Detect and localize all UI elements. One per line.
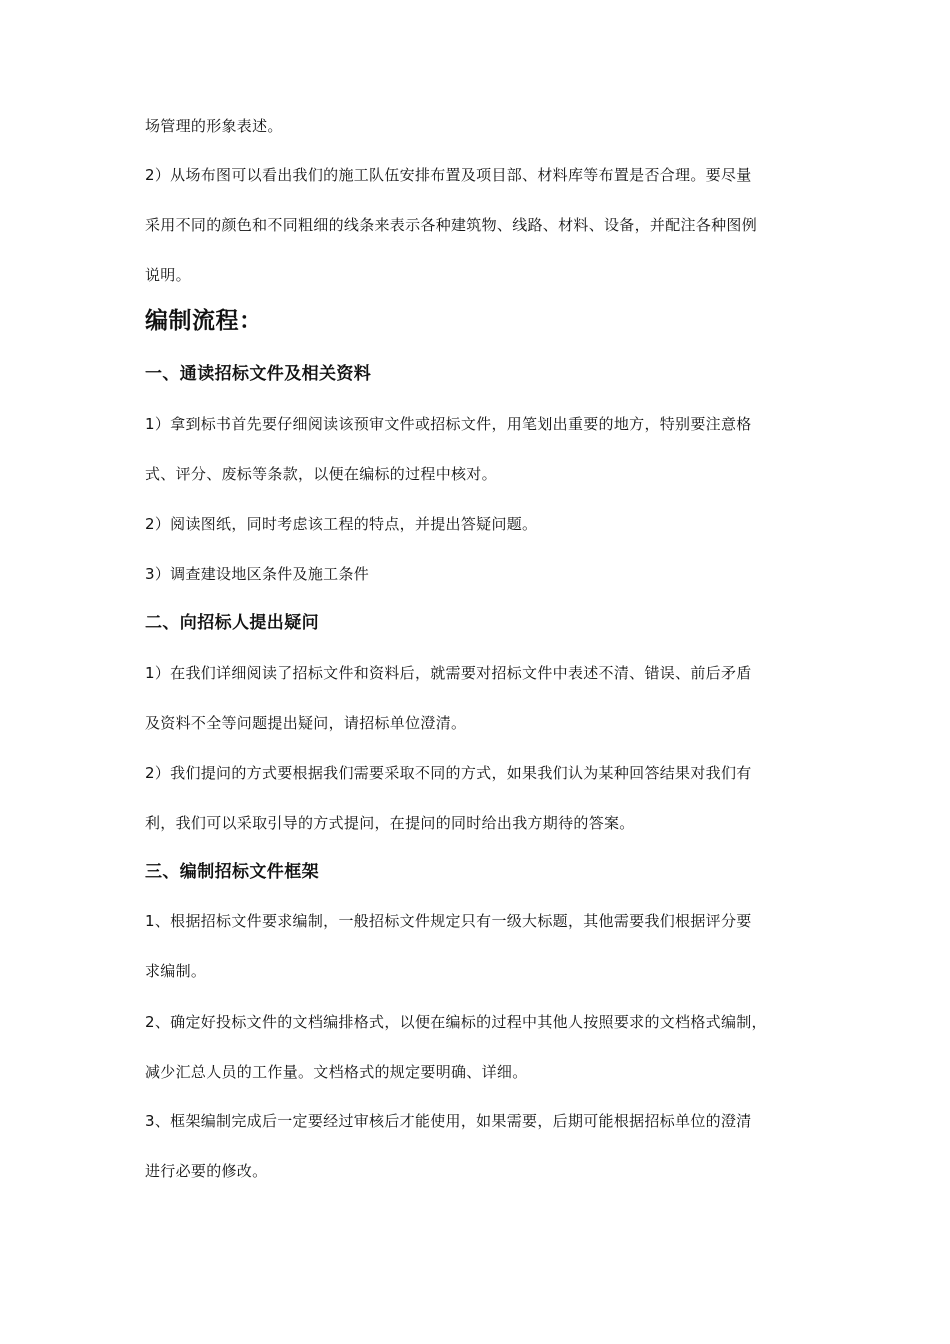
section-1-line-4: 3）调查建设地区条件及施工条件 <box>145 565 370 583</box>
section-2-line-1: 1）在我们详细阅读了招标文件和资料后，就需要对招标文件中表述不清、错误、前后矛盾 <box>145 664 752 682</box>
section-2-line-2: 及资料不全等问题提出疑问，请招标单位澄清。 <box>145 714 467 732</box>
section-3-line-5: 3、框架编制完成后一定要经过审核后才能使用，如果需要，后期可能根据招标单位的澄清 <box>145 1112 752 1130</box>
section-3-line-3: 2、确定好投标文件的文档编排格式，以便在编标的过程中其他人按照要求的文档格式编制， <box>145 1013 767 1031</box>
section-2-line-4: 利，我们可以采取引导的方式提问，在提问的同时给出我方期待的答案。 <box>145 814 635 832</box>
section-2-heading: 二、向招标人提出疑问 <box>145 613 319 633</box>
section-3-line-6: 进行必要的修改。 <box>145 1162 268 1180</box>
section-1-line-3: 2）阅读图纸，同时考虑该工程的特点，并提出答疑问题。 <box>145 515 538 533</box>
main-heading: 编制流程： <box>145 308 263 334</box>
section-3-line-4: 减少汇总人员的工作量。文档格式的规定要明确、详细。 <box>145 1063 528 1081</box>
intro-line-2: 2）从场布图可以看出我们的施工队伍安排布置及项目部、材料库等布置是否合理。要尽量 <box>145 166 752 184</box>
intro-line-1: 场管理的形象表述。 <box>145 117 283 135</box>
section-3-line-2: 求编制。 <box>145 962 207 980</box>
section-1-heading: 一、通读招标文件及相关资料 <box>145 364 372 384</box>
section-1-line-2: 式、评分、废标等条款，以便在编标的过程中核对。 <box>145 465 497 483</box>
section-2-line-3: 2）我们提问的方式要根据我们需要采取不同的方式，如果我们认为某种回答结果对我们有 <box>145 764 752 782</box>
section-3-line-1: 1、根据招标文件要求编制，一般招标文件规定只有一级大标题，其他需要我们根据评分要 <box>145 912 752 930</box>
intro-line-3: 采用不同的颜色和不同粗细的线条来表示各种建筑物、线路、材料、设备，并配注各种图例 <box>145 216 758 234</box>
section-1-line-1: 1）拿到标书首先要仔细阅读该预审文件或招标文件，用笔划出重要的地方，特别要注意格 <box>145 415 752 433</box>
intro-line-4: 说明。 <box>145 266 191 284</box>
section-3-heading: 三、编制招标文件框架 <box>145 862 319 882</box>
